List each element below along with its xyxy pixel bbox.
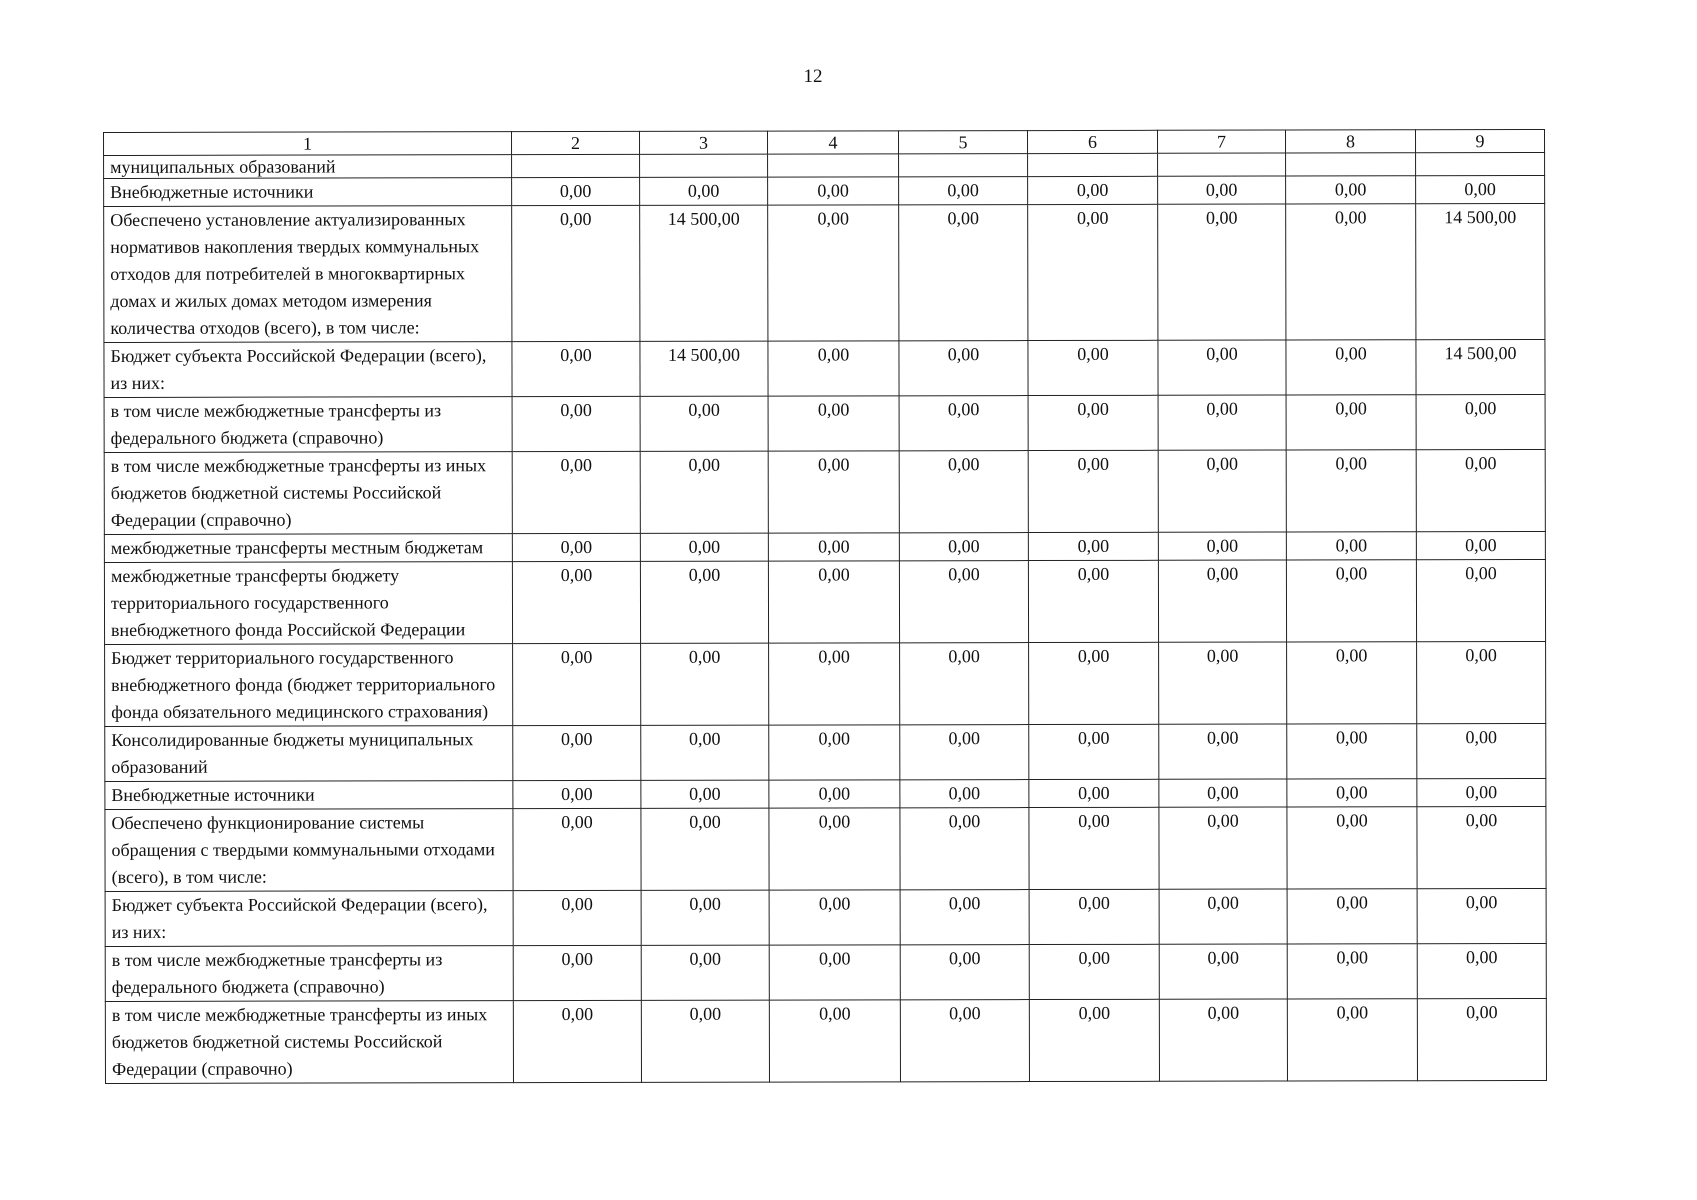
value-cell: 0,00	[900, 890, 1029, 945]
value-cell: 0,00	[768, 341, 899, 396]
value-cell: 0,00	[640, 396, 768, 451]
table-row	[105, 888, 1546, 946]
value-cell: 0,00	[1158, 340, 1286, 395]
value-cell: 0,00	[1159, 889, 1287, 944]
row-label: межбюджетные трансферты бюджету территориального государственного внебюджетного фонда Российской Федерации	[104, 562, 512, 645]
value-cell: 0,00	[1287, 999, 1417, 1081]
value-cell: 14 500,00	[1416, 339, 1545, 394]
value-cell: 0,00	[513, 780, 641, 808]
value-cell: 0,00	[900, 643, 1029, 725]
table-row	[104, 449, 1545, 534]
value-cell: 0,00	[1028, 204, 1158, 340]
table-row	[105, 998, 1546, 1083]
table-row	[105, 806, 1546, 891]
value-cell: 0,00	[1028, 450, 1158, 532]
row-label: Консолидированные бюджеты муниципальных образований	[105, 726, 513, 782]
value-cell: 0,00	[900, 808, 1029, 890]
table-row	[105, 641, 1546, 726]
table-row	[104, 175, 1545, 206]
value-cell: 0,00	[900, 945, 1029, 1000]
value-cell: 0,00	[1158, 532, 1286, 560]
value-cell: 0,00	[899, 396, 1028, 451]
row-label: Внебюджетные источники	[104, 178, 512, 207]
value-cell: 0,00	[900, 780, 1029, 808]
value-cell: 0,00	[1417, 778, 1546, 806]
value-cell: 0,00	[1416, 449, 1545, 531]
value-cell: 0,00	[512, 561, 640, 643]
value-cell: 0,00	[1028, 560, 1158, 642]
row-label: муниципальных образований	[104, 155, 512, 179]
value-cell: 0,00	[641, 643, 769, 725]
value-cell: 0,00	[1416, 531, 1545, 559]
value-cell: 0,00	[899, 177, 1028, 205]
value-cell: 0,00	[900, 725, 1029, 780]
row-label: Бюджет субъекта Российской Федерации (всего), из них:	[105, 891, 513, 947]
value-cell: 0,00	[1286, 340, 1416, 395]
value-cell: 0,00	[513, 945, 641, 1000]
value-cell: 0,00	[1028, 395, 1158, 450]
table-row	[104, 203, 1545, 342]
column-header: 3	[639, 131, 767, 154]
value-cell: 0,00	[512, 451, 640, 533]
value-cell: 0,00	[641, 945, 769, 1000]
value-cell: 0,00	[1416, 559, 1545, 641]
value-cell: 0,00	[1417, 723, 1546, 778]
value-cell: 0,00	[1159, 999, 1287, 1081]
table-row	[104, 152, 1545, 178]
row-label: межбюджетные трансферты местным бюджетам	[104, 534, 512, 563]
column-header: 1	[104, 132, 512, 156]
value-cell: 0,00	[1287, 807, 1417, 889]
value-cell: 0,00	[641, 890, 769, 945]
value-cell: 0,00	[1417, 641, 1546, 723]
value-cell: 0,00	[641, 780, 769, 808]
value-cell: 0,00	[1286, 176, 1416, 204]
value-cell: 0,00	[1158, 395, 1286, 450]
value-cell: 0,00	[513, 1000, 641, 1082]
value-cell: 0,00	[1029, 807, 1159, 889]
table-row	[104, 559, 1545, 644]
value-cell: 0,00	[1029, 944, 1159, 999]
value-cell	[640, 154, 768, 177]
value-cell: 0,00	[1287, 724, 1417, 779]
table-row	[104, 394, 1545, 452]
value-cell: 0,00	[1287, 889, 1417, 944]
value-cell: 0,00	[1029, 889, 1159, 944]
value-cell: 0,00	[640, 177, 768, 205]
value-cell: 0,00	[1029, 724, 1159, 779]
value-cell: 0,00	[512, 205, 640, 341]
table-row	[105, 943, 1546, 1001]
value-cell: 14 500,00	[640, 205, 768, 341]
value-cell: 0,00	[512, 533, 640, 561]
row-label: Бюджет субъекта Российской Федерации (всего), из них:	[104, 342, 512, 398]
value-cell: 0,00	[1158, 204, 1286, 340]
table-body	[104, 129, 1547, 1083]
value-cell: 0,00	[768, 177, 899, 205]
value-cell: 0,00	[1286, 560, 1416, 642]
value-cell: 0,00	[641, 1000, 769, 1082]
value-cell: 0,00	[1286, 532, 1416, 560]
value-cell: 0,00	[1158, 560, 1286, 642]
value-cell: 0,00	[1417, 806, 1546, 888]
value-cell: 0,00	[768, 451, 899, 533]
value-cell: 0,00	[1287, 642, 1417, 724]
value-cell: 0,00	[1159, 724, 1287, 779]
value-cell: 0,00	[1417, 888, 1546, 943]
row-label: в том числе межбюджетные трансферты из иных бюджетов бюджетной системы Российской Федерации (справочно)	[105, 1001, 513, 1084]
value-cell: 14 500,00	[1416, 203, 1545, 339]
row-label: Бюджет территориального государственного внебюджетного фонда (бюджет территориального фонда обязательного медицинского страхования)	[105, 644, 513, 727]
table-row	[105, 723, 1546, 781]
row-label: в том числе межбюджетные трансферты из федерального бюджета (справочно)	[104, 397, 512, 453]
value-cell: 0,00	[1159, 944, 1287, 999]
value-cell: 0,00	[768, 533, 899, 561]
value-cell: 0,00	[900, 1000, 1029, 1082]
value-cell: 0,00	[769, 890, 900, 945]
table-container	[103, 129, 1547, 1084]
value-cell: 0,00	[512, 341, 640, 396]
value-cell: 0,00	[769, 945, 900, 1000]
value-cell: 0,00	[1159, 642, 1287, 724]
budget-table	[103, 129, 1547, 1084]
column-header: 7	[1157, 130, 1285, 153]
column-header: 6	[1027, 130, 1157, 153]
column-header: 2	[512, 131, 640, 154]
value-cell	[768, 154, 899, 177]
value-cell: 0,00	[1416, 394, 1545, 449]
value-cell: 0,00	[899, 451, 1028, 533]
value-cell: 0,00	[513, 808, 641, 890]
value-cell: 0,00	[1029, 999, 1159, 1081]
value-cell: 0,00	[1028, 340, 1158, 395]
value-cell: 0,00	[513, 890, 641, 945]
value-cell: 0,00	[769, 725, 900, 780]
value-cell: 0,00	[512, 396, 640, 451]
value-cell: 0,00	[899, 533, 1028, 561]
value-cell	[899, 154, 1028, 177]
value-cell: 0,00	[769, 780, 900, 808]
value-cell: 0,00	[1159, 807, 1287, 889]
value-cell: 0,00	[899, 561, 1028, 643]
value-cell: 0,00	[1287, 944, 1417, 999]
value-cell	[1416, 152, 1545, 175]
value-cell	[1286, 153, 1416, 176]
column-number-header-row	[104, 129, 1545, 155]
value-cell: 0,00	[513, 725, 641, 780]
row-label: Обеспечено функционирование системы обращения с твердыми коммунальными отходами (всего), в том числе:	[105, 809, 513, 892]
value-cell: 0,00	[768, 396, 899, 451]
value-cell: 0,00	[768, 205, 899, 341]
value-cell: 0,00	[1158, 450, 1286, 532]
value-cell	[1028, 153, 1158, 176]
table-row	[104, 531, 1545, 562]
value-cell: 0,00	[513, 643, 641, 725]
table-row	[105, 778, 1546, 809]
value-cell: 0,00	[1028, 176, 1158, 204]
value-cell: 0,00	[768, 561, 899, 643]
value-cell: 0,00	[1029, 642, 1159, 724]
row-label: в том числе межбюджетные трансферты из федерального бюджета (справочно)	[105, 946, 513, 1002]
row-label: Обеспечено установление актуализированных нормативов накопления твердых коммунальных отходов для потребителей в многоквартирных домах и жилых домах методом измерения количества отходов (всего), в том числе:	[104, 206, 512, 343]
value-cell: 0,00	[1158, 176, 1286, 204]
value-cell: 0,00	[769, 1000, 900, 1082]
value-cell: 0,00	[1028, 532, 1158, 560]
value-cell: 0,00	[1417, 943, 1546, 998]
value-cell: 0,00	[899, 205, 1028, 341]
value-cell	[1158, 153, 1286, 176]
value-cell: 0,00	[640, 561, 768, 643]
row-label: Внебюджетные источники	[105, 781, 513, 810]
value-cell: 0,00	[512, 177, 640, 205]
value-cell: 0,00	[640, 451, 768, 533]
value-cell: 0,00	[1416, 175, 1545, 203]
column-header: 5	[898, 131, 1027, 154]
value-cell: 0,00	[641, 808, 769, 890]
column-header: 4	[767, 131, 898, 154]
value-cell: 0,00	[1029, 779, 1159, 807]
table-row	[104, 339, 1545, 397]
value-cell: 0,00	[1159, 779, 1287, 807]
column-header: 9	[1415, 129, 1544, 152]
value-cell: 0,00	[1286, 450, 1416, 532]
value-cell	[512, 154, 640, 177]
value-cell: 0,00	[640, 533, 768, 561]
column-header: 8	[1285, 130, 1415, 153]
page-number: 12	[803, 66, 823, 87]
value-cell: 0,00	[899, 341, 1028, 396]
value-cell: 0,00	[1286, 204, 1416, 340]
value-cell: 14 500,00	[640, 341, 768, 396]
value-cell: 0,00	[641, 725, 769, 780]
row-label: в том числе межбюджетные трансферты из иных бюджетов бюджетной системы Российской Федерации (справочно)	[104, 452, 512, 535]
value-cell: 0,00	[1417, 998, 1546, 1080]
value-cell: 0,00	[1286, 395, 1416, 450]
value-cell: 0,00	[769, 808, 900, 890]
value-cell: 0,00	[1287, 779, 1417, 807]
value-cell: 0,00	[769, 643, 900, 725]
